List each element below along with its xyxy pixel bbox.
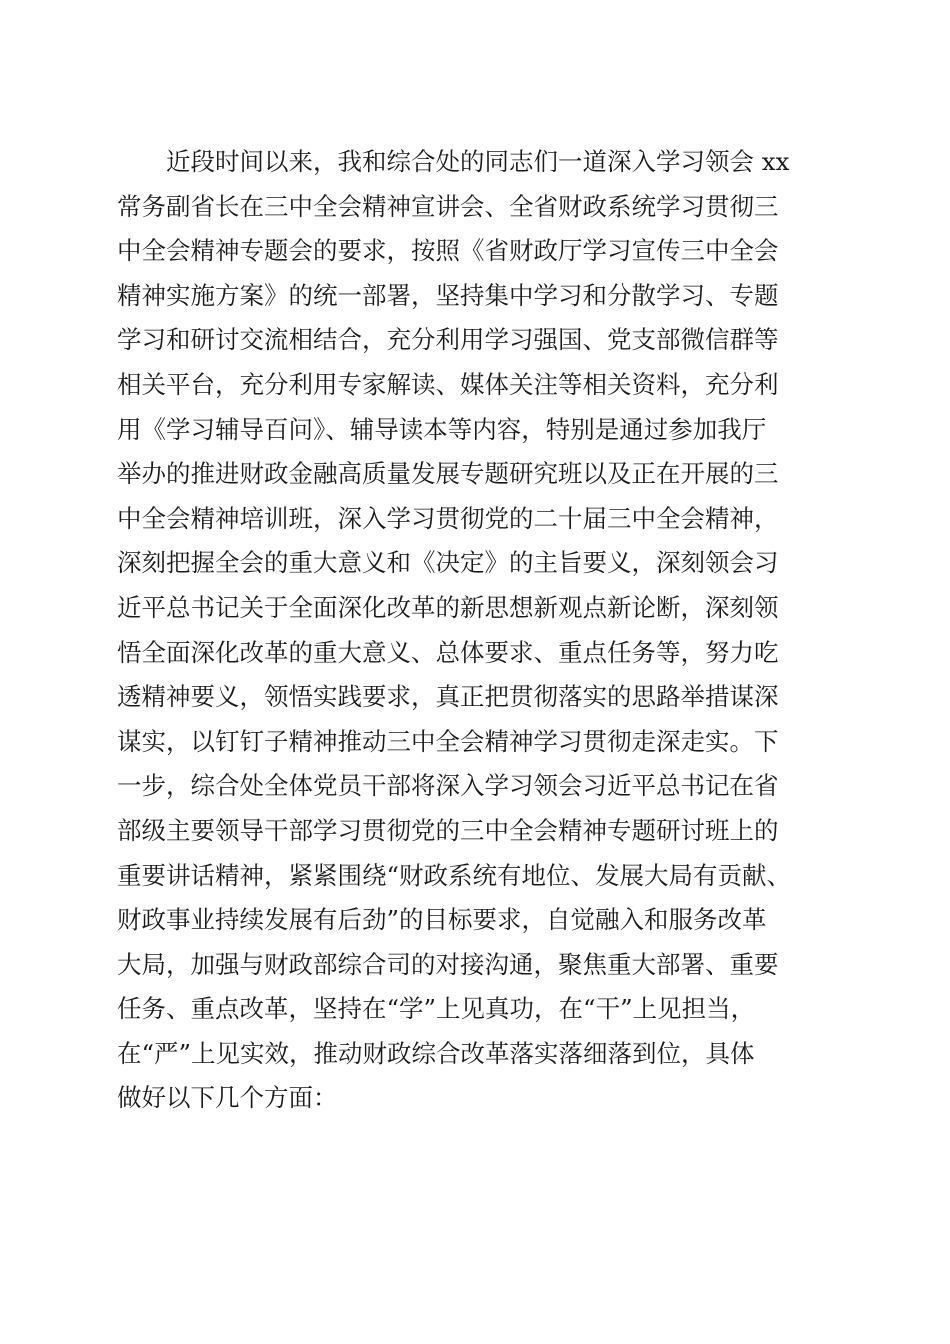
paragraph-line: 悟全面深化改革的重大意义、总体要求、重点任务等，努力吃 [117, 637, 779, 667]
paragraph-line: 学习和研讨交流相结合，充分利用学习强国、党支部微信群等 [117, 325, 779, 355]
paragraph-line: 用《学习辅导百问》、辅导读本等内容，特别是通过参加我厅 [117, 414, 767, 444]
paragraph-line: 近段时间以来，我和综合处的同志们一道深入学习领会 xx [166, 147, 790, 176]
paragraph-line: 常务副省长在三中全会精神宣讲会、全省财政系统学习贯彻三 [117, 191, 779, 221]
body-paragraph [117, 140, 857, 1121]
paragraph-line: 谋实，以钉钉子精神推动三中全会精神学习贯彻走深走实。下 [117, 726, 779, 756]
paragraph-line: 财政事业持续发展有后劲”的目标要求，自觉融入和服务改革 [117, 905, 767, 935]
paragraph-line: 深刻把握全会的重大意义和《决定》的主旨要义，深刻领会习 [117, 548, 779, 578]
paragraph-line: 做好以下几个方面： [117, 1083, 338, 1113]
paragraph-line: 精神实施方案》的统一部署，坚持集中学习和分散学习、专题 [117, 280, 779, 310]
paragraph-line: 中全会精神专题会的要求，按照《省财政厅学习宣传三中全会 [117, 236, 779, 266]
paragraph-line: 任务、重点改革，坚持在“学”上见真功，在“干”上见担当， [117, 994, 756, 1024]
paragraph-line: 一步，综合处全体党员干部将深入学习领会习近平总书记在省 [117, 771, 779, 801]
paragraph-line: 举办的推进财政金融高质量发展专题研究班以及正在开展的三 [117, 459, 779, 489]
paragraph-line: 相关平台，充分利用专家解读、媒体关注等相关资料，充分利 [117, 369, 779, 399]
paragraph-line: 部级主要领导干部学习贯彻党的三中全会精神专题研讨班上的 [117, 815, 779, 845]
paragraph-line: 大局，加强与财政部综合司的对接沟通，聚焦重大部署、重要 [117, 949, 779, 979]
paragraph-line: 重要讲话精神，紧紧围绕“财政系统有地位、发展大局有贡献、 [117, 860, 792, 890]
paragraph-line: 近平总书记关于全面深化改革的新思想新观点新论断，深刻领 [117, 592, 779, 622]
paragraph-line: 中全会精神培训班，深入学习贯彻党的二十届三中全会精神， [117, 503, 779, 533]
paragraph-line: 透精神要义，领悟实践要求，真正把贯彻落实的思路举措谋深 [117, 682, 779, 712]
paragraph-line: 在“严”上见实效，推动财政综合改革落实落细落到位，具体 [117, 1038, 755, 1068]
